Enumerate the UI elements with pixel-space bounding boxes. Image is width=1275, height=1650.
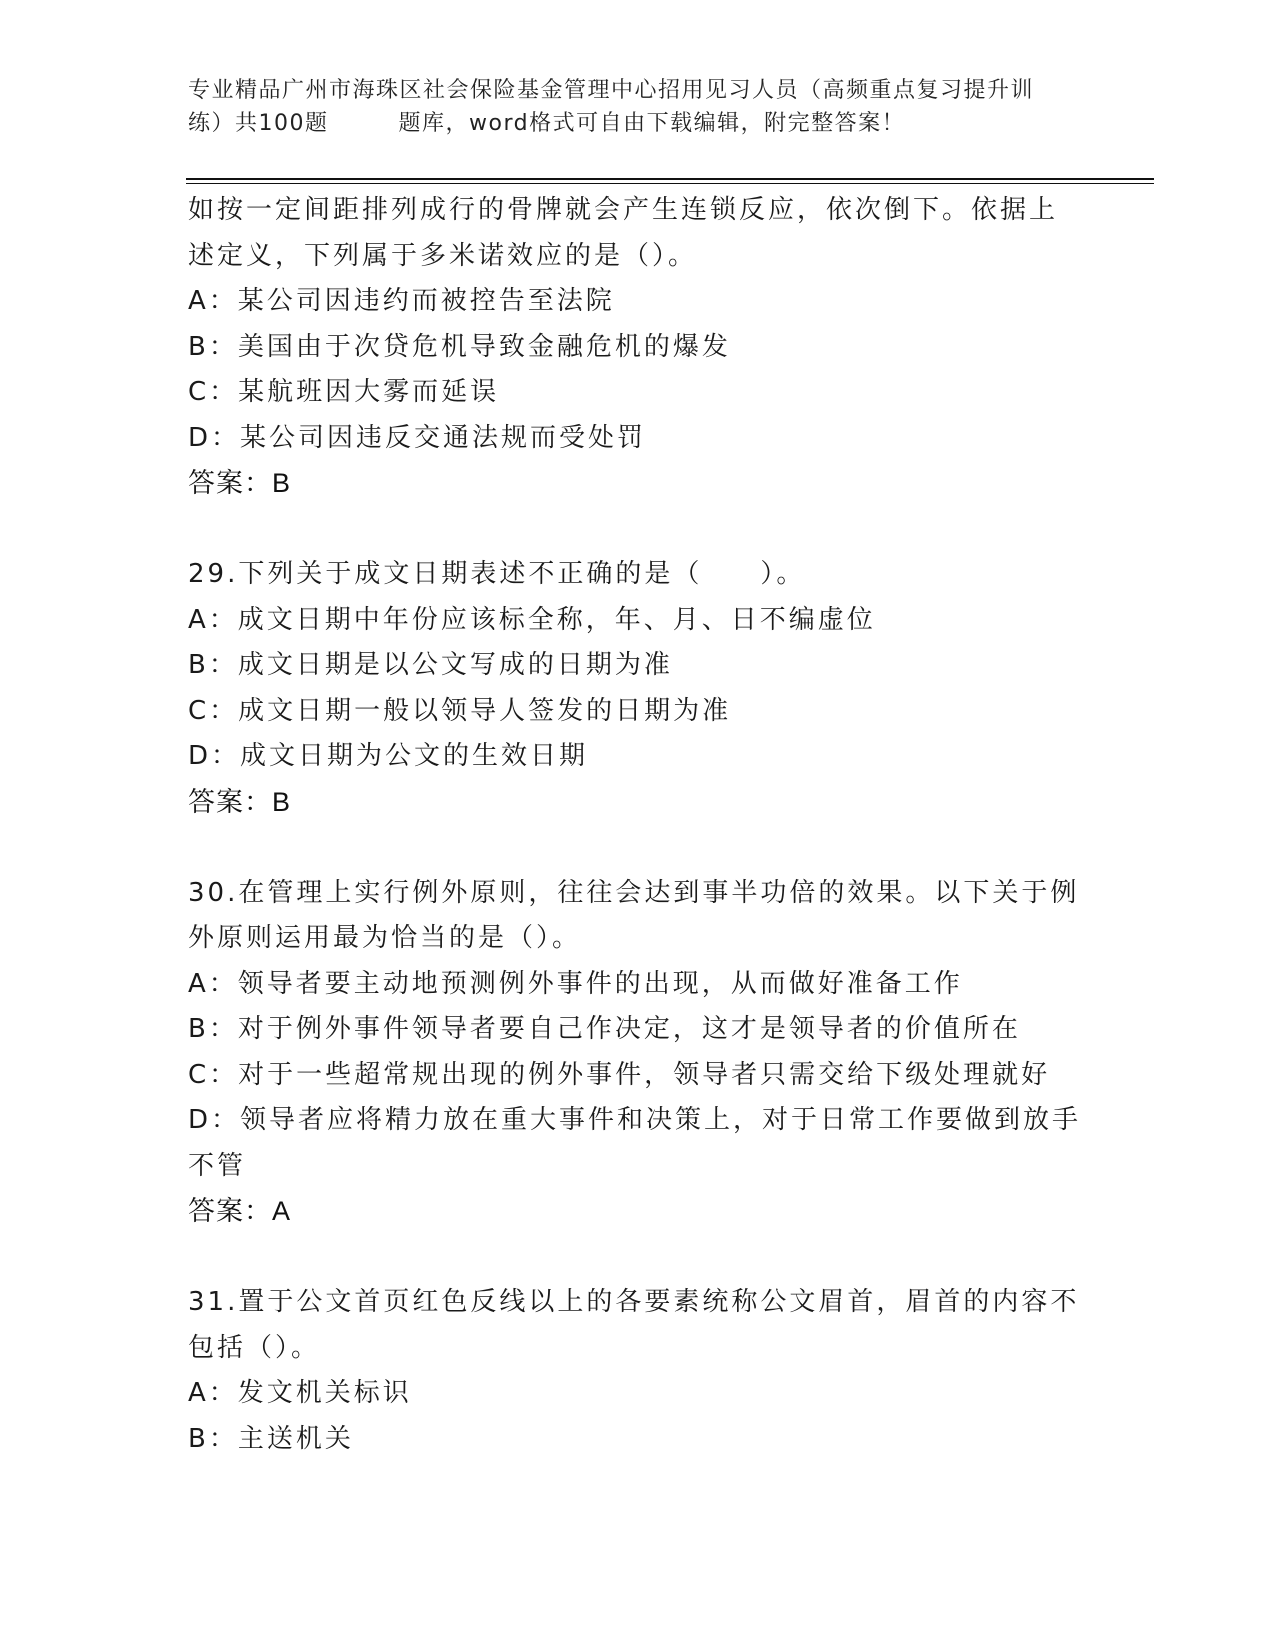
header-rule-thick [186, 178, 1154, 180]
header-rule-thin [186, 183, 1154, 184]
question-spacer [188, 507, 1088, 553]
option-b: B：主送机关 [188, 1423, 354, 1454]
question-30 [188, 871, 1088, 1235]
option-c: C：成文日期一般以领导人签发的日期为准 [188, 695, 732, 726]
question-spacer [188, 825, 1088, 871]
header-title-line1: 专业精品广州市海珠区社会保险基金管理中心招用见习人员（高频重点复习提升训 [188, 78, 1035, 103]
header-count: 练）共100题 [188, 111, 329, 136]
question-29 [188, 552, 1088, 825]
option-a: A：发文机关标识 [188, 1378, 412, 1408]
option-c: C：对于一些超常规出现的例外事件，领导者只需交给下级处理就好 [188, 1059, 1051, 1090]
question-stem: 包括（）。 [188, 1332, 321, 1363]
option-b: B：成文日期是以公文写成的日期为准 [188, 650, 673, 680]
option-d: D：成文日期为公文的生效日期 [188, 741, 589, 771]
option-d-continued: 不管 [188, 1150, 247, 1181]
answer: 答案：B [188, 468, 292, 498]
option-a: A：领导者要主动地预测例外事件的出现，从而做好准备工作 [188, 968, 963, 999]
option-b: B：美国由于次贷危机导致金融危机的爆发 [188, 331, 731, 362]
header-title-line2 [188, 107, 1088, 140]
option-d: D：某公司因违反交通法规而受处罚 [188, 422, 647, 453]
option-d: D：领导者应将精力放在重大事件和决策上，对于日常工作要做到放手 [188, 1105, 1082, 1135]
answer: 答案：A [188, 1196, 292, 1226]
question-spacer [188, 1235, 1088, 1281]
option-a: A：成文日期中年份应该标全称，年、月、日不编虚位 [188, 604, 876, 635]
answer: 答案：B [188, 786, 292, 817]
option-a: A：某公司因违约而被控告至法院 [188, 286, 615, 316]
question-stem: 29.下列关于成文日期表述不正确的是（ ）。 [188, 559, 806, 589]
question-list [188, 188, 1088, 1462]
question-stem: 如按一定间距排列成行的骨牌就会产生连锁反应，依次倒下。依据上 [188, 195, 1059, 225]
question-stem: 31.置于公文首页红色反线以上的各要素统称公文眉首，眉首的内容不 [188, 1287, 1080, 1317]
header-description: 题库，word格式可自由下载编辑，附完整答案！ [398, 111, 906, 136]
page-header [188, 74, 1088, 140]
question-31 [188, 1280, 1088, 1462]
option-b: B：对于例外事件领导者要自己作决定，这才是领导者的价值所在 [188, 1014, 1021, 1044]
question-stem: 述定义，下列属于多米诺效应的是（）。 [188, 240, 698, 271]
question-stem: 30.在管理上实行例外原则，往往会达到事半功倍的效果。以下关于例 [188, 877, 1080, 908]
question-28 [188, 188, 1088, 507]
question-stem: 外原则运用最为恰当的是（）。 [188, 923, 582, 953]
option-c: C：某航班因大雾而延误 [188, 377, 500, 407]
